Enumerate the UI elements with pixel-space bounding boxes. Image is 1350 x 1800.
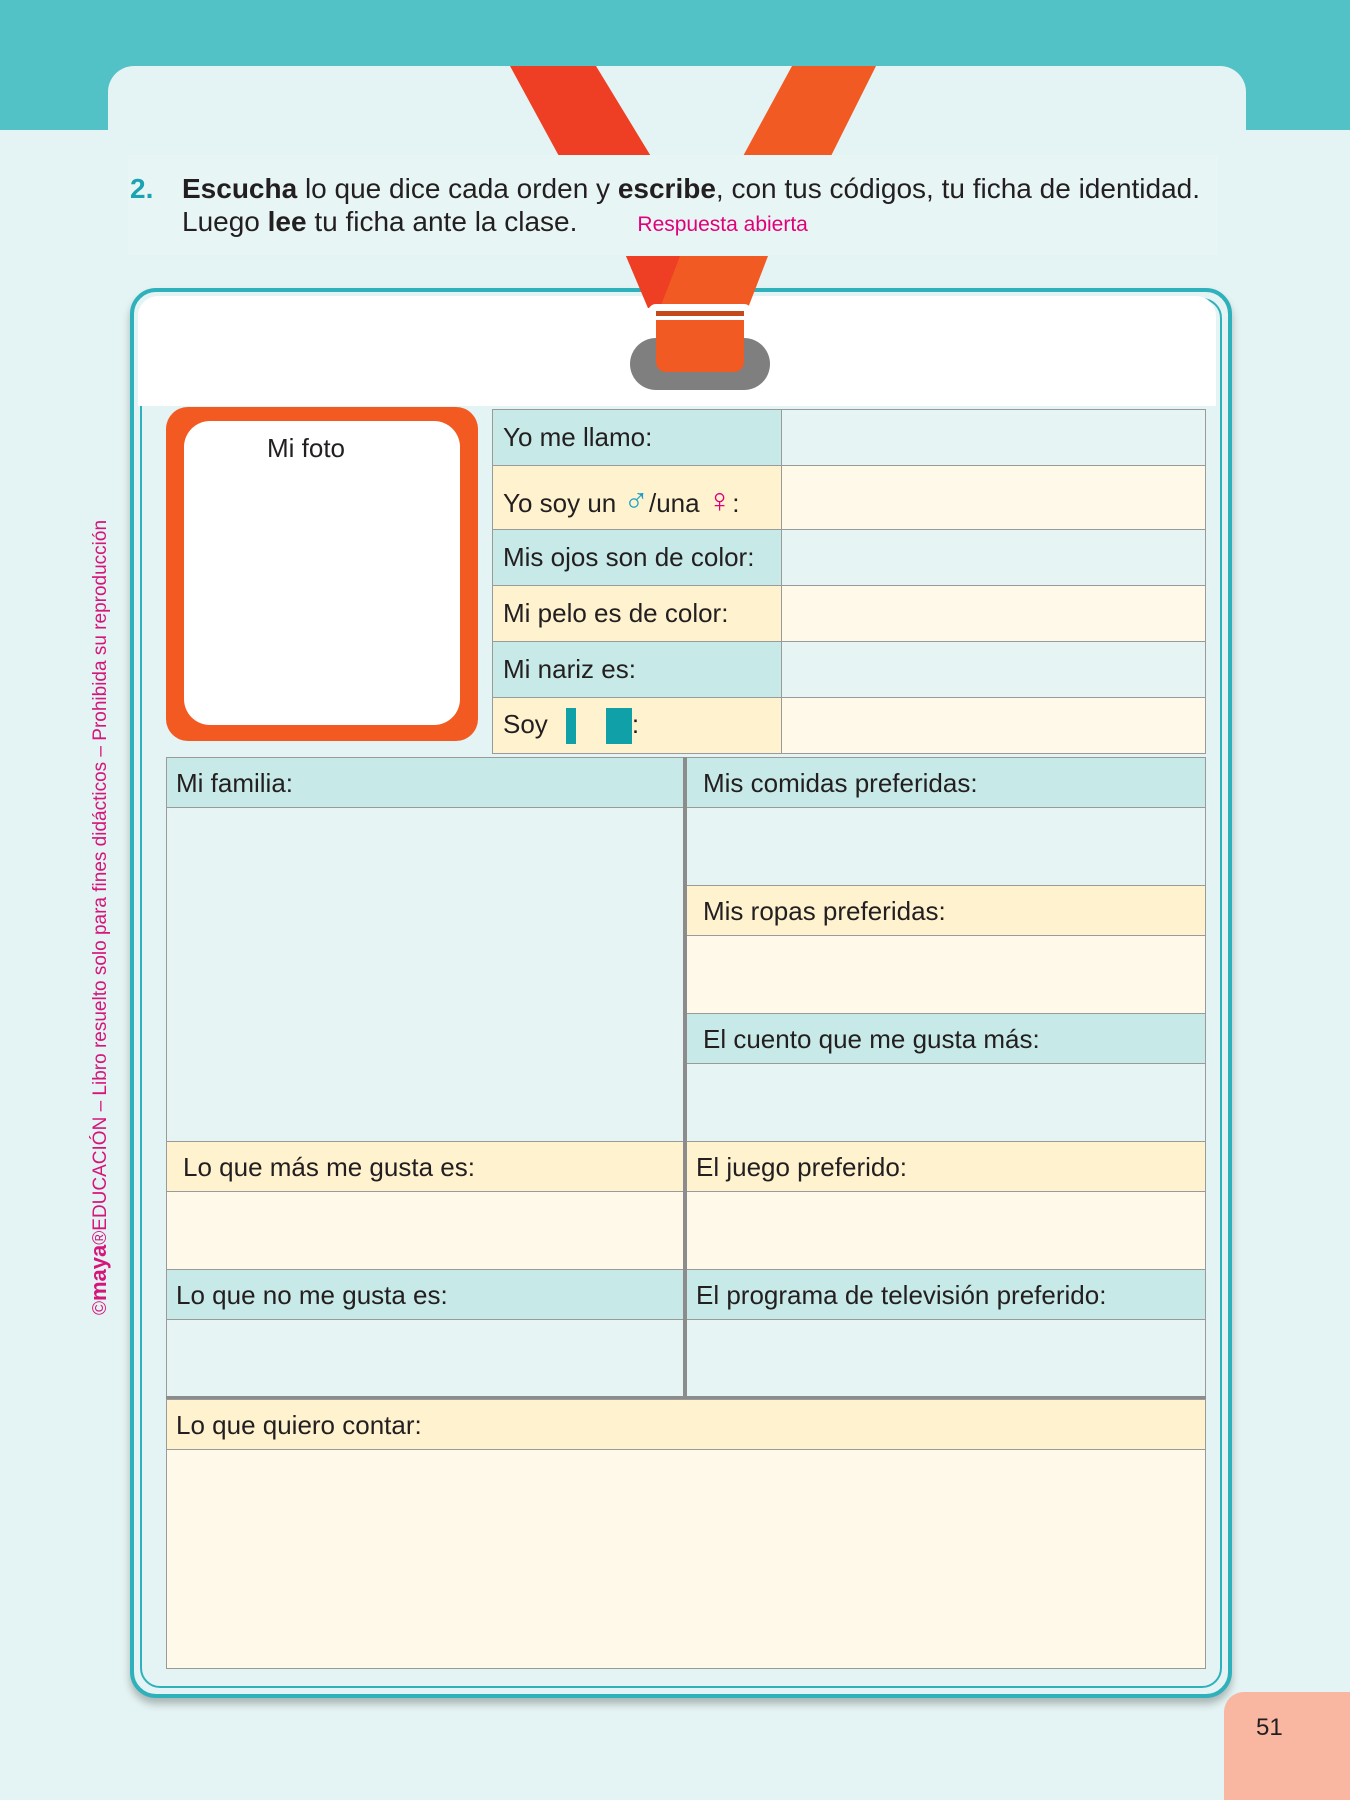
- gender-prefix: Yo soy un: [503, 488, 624, 518]
- instruction-part-2: , con tus códigos, tu ficha de identidad. Luego: [182, 173, 1201, 237]
- label-eyes: Mis ojos son de color:: [493, 530, 782, 586]
- field-name[interactable]: [782, 410, 1206, 466]
- label-nose: Mi nariz es:: [493, 642, 782, 698]
- photo-area[interactable]: [184, 421, 460, 725]
- instruction: [130, 172, 1240, 241]
- lanyard-right-strap: [742, 66, 876, 158]
- gender-mid: /una: [648, 488, 707, 518]
- gender-suffix: :: [732, 488, 740, 518]
- photo-frame: [166, 407, 478, 741]
- tall-bar-icon: [606, 708, 632, 744]
- badge-clip-icon: [620, 256, 780, 396]
- label-name: Yo me llamo:: [493, 410, 782, 466]
- credit-text: ®EDUCACIÓN – Libro resuelto solo para fines didácticos – Prohibida su reproducción: [90, 519, 111, 1245]
- label-story: El cuento que me gusta más:: [686, 1013, 1206, 1064]
- short-bar-icon: [566, 708, 576, 744]
- field-clothes[interactable]: [686, 935, 1206, 1014]
- column-divider: [683, 757, 687, 1398]
- copyright-credit: [86, 520, 112, 1315]
- label-gender: [493, 466, 782, 530]
- label-tell: Lo que quiero contar:: [166, 1399, 1206, 1450]
- label-family: Mi familia:: [166, 757, 685, 808]
- field-family[interactable]: [166, 807, 685, 1142]
- exercise-number: 2.: [130, 173, 154, 204]
- female-symbol-icon: ♀: [706, 482, 733, 520]
- identity-table: [492, 409, 1206, 754]
- field-eyes[interactable]: [782, 530, 1206, 586]
- label-game: El juego preferido:: [686, 1141, 1206, 1192]
- instruction-part-1: lo que dice cada orden y: [297, 173, 618, 204]
- label-clothes: Mis ropas preferidas:: [686, 885, 1206, 936]
- male-symbol-icon: ♂: [623, 482, 649, 520]
- label-height: [493, 698, 782, 754]
- field-nose[interactable]: [782, 642, 1206, 698]
- height-suffix: :: [631, 708, 640, 739]
- field-hair[interactable]: [782, 586, 1206, 642]
- copyright-symbol: ©: [90, 1301, 111, 1315]
- instruction-text: [182, 172, 1240, 241]
- keyword-listen: Escucha: [182, 173, 298, 204]
- label-tv: El programa de televisión preferido:: [686, 1269, 1206, 1320]
- instruction-part-3: tu ficha ante la clase.: [306, 206, 578, 237]
- keyword-write: escribe: [617, 173, 716, 204]
- field-likes[interactable]: [166, 1191, 685, 1270]
- field-tv[interactable]: [686, 1319, 1206, 1398]
- label-hair: Mi pelo es de color:: [493, 586, 782, 642]
- page-number: 51: [1256, 1714, 1283, 1741]
- field-story[interactable]: [686, 1063, 1206, 1142]
- keyword-read: lee: [267, 206, 307, 237]
- row-eyes: [493, 530, 1206, 586]
- field-gender[interactable]: [782, 466, 1206, 530]
- label-foods: Mis comidas preferidas:: [686, 757, 1206, 808]
- brand-logo: maya: [86, 1244, 111, 1301]
- field-dislikes[interactable]: [166, 1319, 685, 1398]
- answer-note: Respuesta abierta: [637, 213, 808, 236]
- row-nose: [493, 642, 1206, 698]
- row-name: [493, 410, 1206, 466]
- row-hair: [493, 586, 1206, 642]
- field-tell[interactable]: [166, 1449, 1206, 1669]
- height-prefix: Soy: [503, 708, 548, 739]
- label-dislikes: Lo que no me gusta es:: [166, 1269, 685, 1320]
- field-foods[interactable]: [686, 807, 1206, 886]
- row-gender: [493, 466, 1206, 530]
- page-number-tab: [1224, 1692, 1350, 1800]
- label-likes: Lo que más me gusta es:: [166, 1141, 685, 1192]
- field-height[interactable]: [782, 698, 1206, 754]
- row-height: [493, 698, 1206, 754]
- lanyard-left-strap: [510, 66, 652, 158]
- field-game[interactable]: [686, 1191, 1206, 1270]
- photo-label: Mi foto: [266, 433, 346, 463]
